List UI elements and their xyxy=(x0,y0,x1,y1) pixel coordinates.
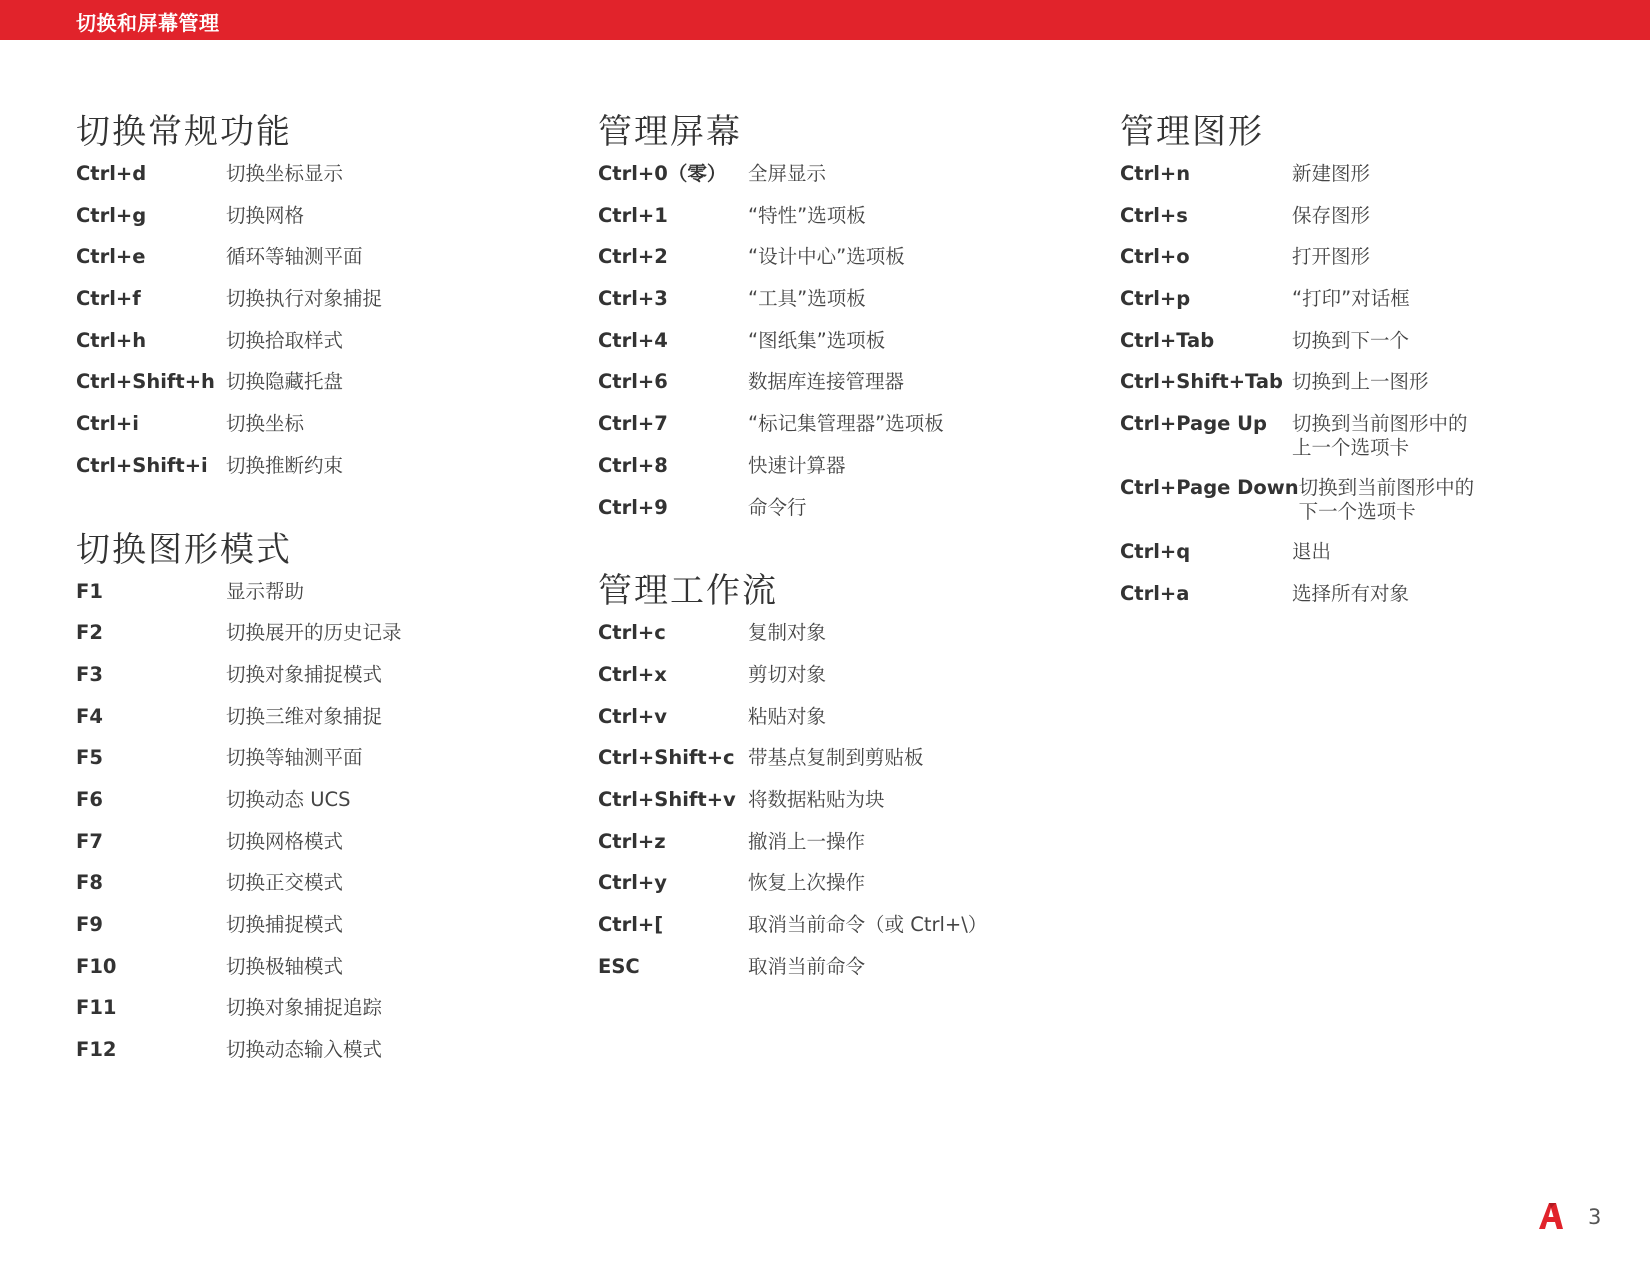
shortcut-section xyxy=(76,108,546,496)
shortcut-description: 切换网格 xyxy=(226,203,305,227)
page-header-title: 切换和屏幕管理 xyxy=(76,11,220,35)
shortcut-key: F11 xyxy=(76,996,117,1020)
shortcut-description: 选择所有对象 xyxy=(1292,581,1410,605)
shortcut-row xyxy=(598,496,1068,538)
shortcut-row xyxy=(76,996,546,1038)
shortcut-row xyxy=(1120,162,1590,204)
shortcut-description: 粘贴对象 xyxy=(748,704,827,728)
shortcut-key: Ctrl+3 xyxy=(598,287,668,311)
shortcut-key: Ctrl+8 xyxy=(598,453,668,477)
shortcut-key: Ctrl+Page Up xyxy=(1120,412,1267,436)
shortcut-description: 切换展开的历史记录 xyxy=(226,621,402,645)
shortcut-row xyxy=(76,370,546,412)
shortcut-row xyxy=(76,580,546,622)
shortcut-key: Ctrl+9 xyxy=(598,495,668,519)
shortcut-row xyxy=(598,621,1068,663)
shortcut-key: Ctrl+x xyxy=(598,662,667,686)
shortcut-row xyxy=(76,245,546,287)
shortcut-description: “设计中心”选项板 xyxy=(748,245,905,269)
shortcut-key: Ctrl+c xyxy=(598,621,666,645)
shortcut-row xyxy=(598,746,1068,788)
shortcut-row xyxy=(76,1038,546,1080)
shortcut-description: “打印”对话框 xyxy=(1292,287,1410,311)
shortcut-key: Ctrl+2 xyxy=(598,245,668,269)
autodesk-a-logo-icon xyxy=(1538,1202,1564,1230)
shortcut-description: 切换对象捕捉模式 xyxy=(226,662,383,686)
shortcut-row xyxy=(76,705,546,747)
shortcut-description: 切换到当前图形中的 下一个选项卡 xyxy=(1298,476,1475,524)
shortcut-description: “图纸集”选项板 xyxy=(748,328,886,352)
shortcut-description: 切换三维对象捕捉 xyxy=(226,704,383,728)
shortcut-key: Ctrl+Shift+i xyxy=(76,453,208,477)
shortcut-row xyxy=(76,746,546,788)
shortcut-row xyxy=(76,830,546,872)
shortcut-row xyxy=(598,788,1068,830)
shortcut-description: 快速计算器 xyxy=(748,453,846,477)
shortcut-row xyxy=(76,329,546,371)
shortcut-description: 数据库连接管理器 xyxy=(748,370,905,394)
shortcut-key: Ctrl+[ xyxy=(598,913,664,936)
shortcut-description: 撤消上一操作 xyxy=(748,829,866,853)
shortcut-key: Ctrl+d xyxy=(76,162,147,185)
shortcut-key: Ctrl+g xyxy=(76,203,147,227)
shortcut-key: Ctrl+n xyxy=(1120,162,1191,185)
shortcut-key: Ctrl+7 xyxy=(598,412,668,436)
shortcut-key: F1 xyxy=(76,579,103,603)
shortcut-key: Ctrl+1 xyxy=(598,203,668,227)
shortcut-key: F8 xyxy=(76,871,103,895)
shortcut-row xyxy=(76,955,546,997)
shortcut-row xyxy=(76,412,546,454)
shortcut-row xyxy=(76,287,546,329)
shortcut-description: 切换网格模式 xyxy=(226,829,344,853)
shortcut-key: Ctrl+p xyxy=(1120,287,1191,311)
section-title: 管理工作流 xyxy=(598,571,778,612)
shortcut-row xyxy=(598,705,1068,747)
shortcut-description: 切换坐标显示 xyxy=(226,162,344,185)
shortcut-description: 将数据粘贴为块 xyxy=(748,787,885,811)
shortcut-key: Ctrl+Page Down xyxy=(1120,476,1299,500)
shortcut-row xyxy=(1120,287,1590,329)
shortcut-description: 取消当前命令（或 Ctrl+\） xyxy=(748,913,988,936)
shortcut-section xyxy=(598,108,1068,537)
header-bar xyxy=(0,0,1650,40)
shortcut-key: Ctrl+6 xyxy=(598,370,668,394)
shortcut-key: F5 xyxy=(76,746,103,770)
shortcut-description: “标记集管理器”选项板 xyxy=(748,412,944,436)
shortcut-row xyxy=(598,955,1068,997)
shortcut-description: 保存图形 xyxy=(1292,203,1371,227)
shortcut-key: F9 xyxy=(76,913,103,936)
shortcut-row xyxy=(598,287,1068,329)
shortcut-key: Ctrl+Shift+c xyxy=(598,746,735,770)
page-number: 3 xyxy=(1588,1205,1602,1229)
shortcut-description: 全屏显示 xyxy=(748,162,827,185)
shortcut-row xyxy=(598,913,1068,955)
shortcut-row xyxy=(1120,540,1590,582)
shortcut-row xyxy=(598,162,1068,204)
shortcut-description: 切换到下一个 xyxy=(1292,328,1410,352)
shortcut-description: 取消当前命令 xyxy=(748,954,866,978)
shortcut-description: 显示帮助 xyxy=(226,579,305,603)
shortcut-description: 切换隐藏托盘 xyxy=(226,370,344,394)
shortcut-row xyxy=(76,788,546,830)
shortcut-row xyxy=(1120,245,1590,287)
shortcut-key: Ctrl+h xyxy=(76,328,147,352)
shortcut-key: Ctrl+v xyxy=(598,704,667,728)
shortcut-row xyxy=(598,830,1068,872)
shortcut-description: 切换推断约束 xyxy=(226,453,344,477)
shortcut-description: 切换拾取样式 xyxy=(226,328,344,352)
shortcut-description: 带基点复制到剪贴板 xyxy=(748,746,924,770)
shortcut-description: 命令行 xyxy=(748,495,807,519)
shortcut-key: Ctrl+4 xyxy=(598,328,668,352)
shortcut-key: Ctrl+o xyxy=(1120,245,1190,269)
shortcut-description: 循环等轴测平面 xyxy=(226,245,363,269)
shortcut-row xyxy=(598,329,1068,371)
shortcut-description: 剪切对象 xyxy=(748,662,827,686)
shortcut-description: 切换极轴模式 xyxy=(226,954,344,978)
section-title: 管理图形 xyxy=(1120,112,1264,152)
shortcut-description: 切换坐标 xyxy=(226,412,305,436)
shortcut-row xyxy=(598,412,1068,454)
shortcut-row xyxy=(598,204,1068,246)
shortcut-description: “特性”选项板 xyxy=(748,203,866,227)
shortcut-key: Ctrl+a xyxy=(1120,581,1190,605)
shortcut-row xyxy=(76,162,546,204)
column-1 xyxy=(76,108,546,1080)
shortcut-key: F6 xyxy=(76,787,103,811)
shortcut-section xyxy=(76,526,546,1080)
shortcut-description: 切换到当前图形中的 上一个选项卡 xyxy=(1292,412,1468,460)
shortcut-key: F4 xyxy=(76,704,103,728)
shortcut-row xyxy=(1120,412,1590,476)
shortcut-row xyxy=(598,454,1068,496)
shortcut-section xyxy=(1120,108,1590,624)
shortcut-key: Ctrl+Tab xyxy=(1120,328,1215,352)
section-title: 切换图形模式 xyxy=(76,529,292,570)
shortcut-key: Ctrl+z xyxy=(598,829,666,853)
shortcut-key: F12 xyxy=(76,1038,117,1062)
shortcut-description: 切换动态 UCS xyxy=(226,787,351,811)
shortcut-row xyxy=(76,871,546,913)
shortcut-row xyxy=(76,204,546,246)
shortcut-key: Ctrl+Shift+Tab xyxy=(1120,370,1283,394)
shortcut-row xyxy=(1120,329,1590,371)
shortcut-key: F2 xyxy=(76,621,103,645)
shortcut-key: Ctrl+Shift+h xyxy=(76,370,215,394)
shortcut-key: Ctrl+s xyxy=(1120,203,1188,227)
shortcut-description: “工具”选项板 xyxy=(748,287,866,311)
shortcut-description: 切换捕捉模式 xyxy=(226,913,344,936)
shortcut-description: 新建图形 xyxy=(1292,162,1371,185)
shortcut-row xyxy=(1120,370,1590,412)
shortcut-row xyxy=(76,454,546,496)
shortcut-description: 切换等轴测平面 xyxy=(226,746,363,770)
shortcut-description: 切换正交模式 xyxy=(226,871,344,895)
section-title: 切换常规功能 xyxy=(76,112,292,152)
shortcut-key: Ctrl+0（零） xyxy=(598,162,727,185)
shortcut-key: ESC xyxy=(598,954,640,978)
shortcut-description: 切换执行对象捕捉 xyxy=(226,287,383,311)
shortcut-description: 复制对象 xyxy=(748,621,827,645)
shortcut-description: 打开图形 xyxy=(1292,245,1371,269)
shortcut-description: 退出 xyxy=(1292,540,1332,564)
shortcut-key: Ctrl+i xyxy=(76,412,139,436)
shortcut-key: F7 xyxy=(76,829,103,853)
shortcut-row xyxy=(598,871,1068,913)
shortcut-row xyxy=(598,663,1068,705)
shortcut-key: Ctrl+e xyxy=(76,245,146,269)
column-2 xyxy=(598,108,1068,996)
column-3 xyxy=(1120,108,1590,624)
shortcut-row xyxy=(1120,204,1590,246)
shortcut-key: Ctrl+y xyxy=(598,871,667,895)
shortcut-key: F3 xyxy=(76,662,103,686)
shortcut-key: Ctrl+q xyxy=(1120,540,1191,564)
shortcut-row xyxy=(598,245,1068,287)
shortcut-key: Ctrl+Shift+v xyxy=(598,787,736,811)
shortcut-key: Ctrl+f xyxy=(76,287,141,311)
shortcut-row xyxy=(76,663,546,705)
shortcut-description: 恢复上次操作 xyxy=(748,871,866,895)
shortcut-row xyxy=(76,621,546,663)
shortcut-description: 切换对象捕捉追踪 xyxy=(226,996,383,1020)
shortcut-row xyxy=(1120,476,1590,540)
shortcut-section xyxy=(598,567,1068,996)
shortcut-row xyxy=(1120,582,1590,624)
section-title: 管理屏幕 xyxy=(598,112,742,152)
shortcut-row xyxy=(598,370,1068,412)
shortcut-key: F10 xyxy=(76,954,117,978)
shortcut-description: 切换到上一图形 xyxy=(1292,370,1429,394)
shortcut-row xyxy=(76,913,546,955)
shortcut-description: 切换动态输入模式 xyxy=(226,1038,383,1062)
